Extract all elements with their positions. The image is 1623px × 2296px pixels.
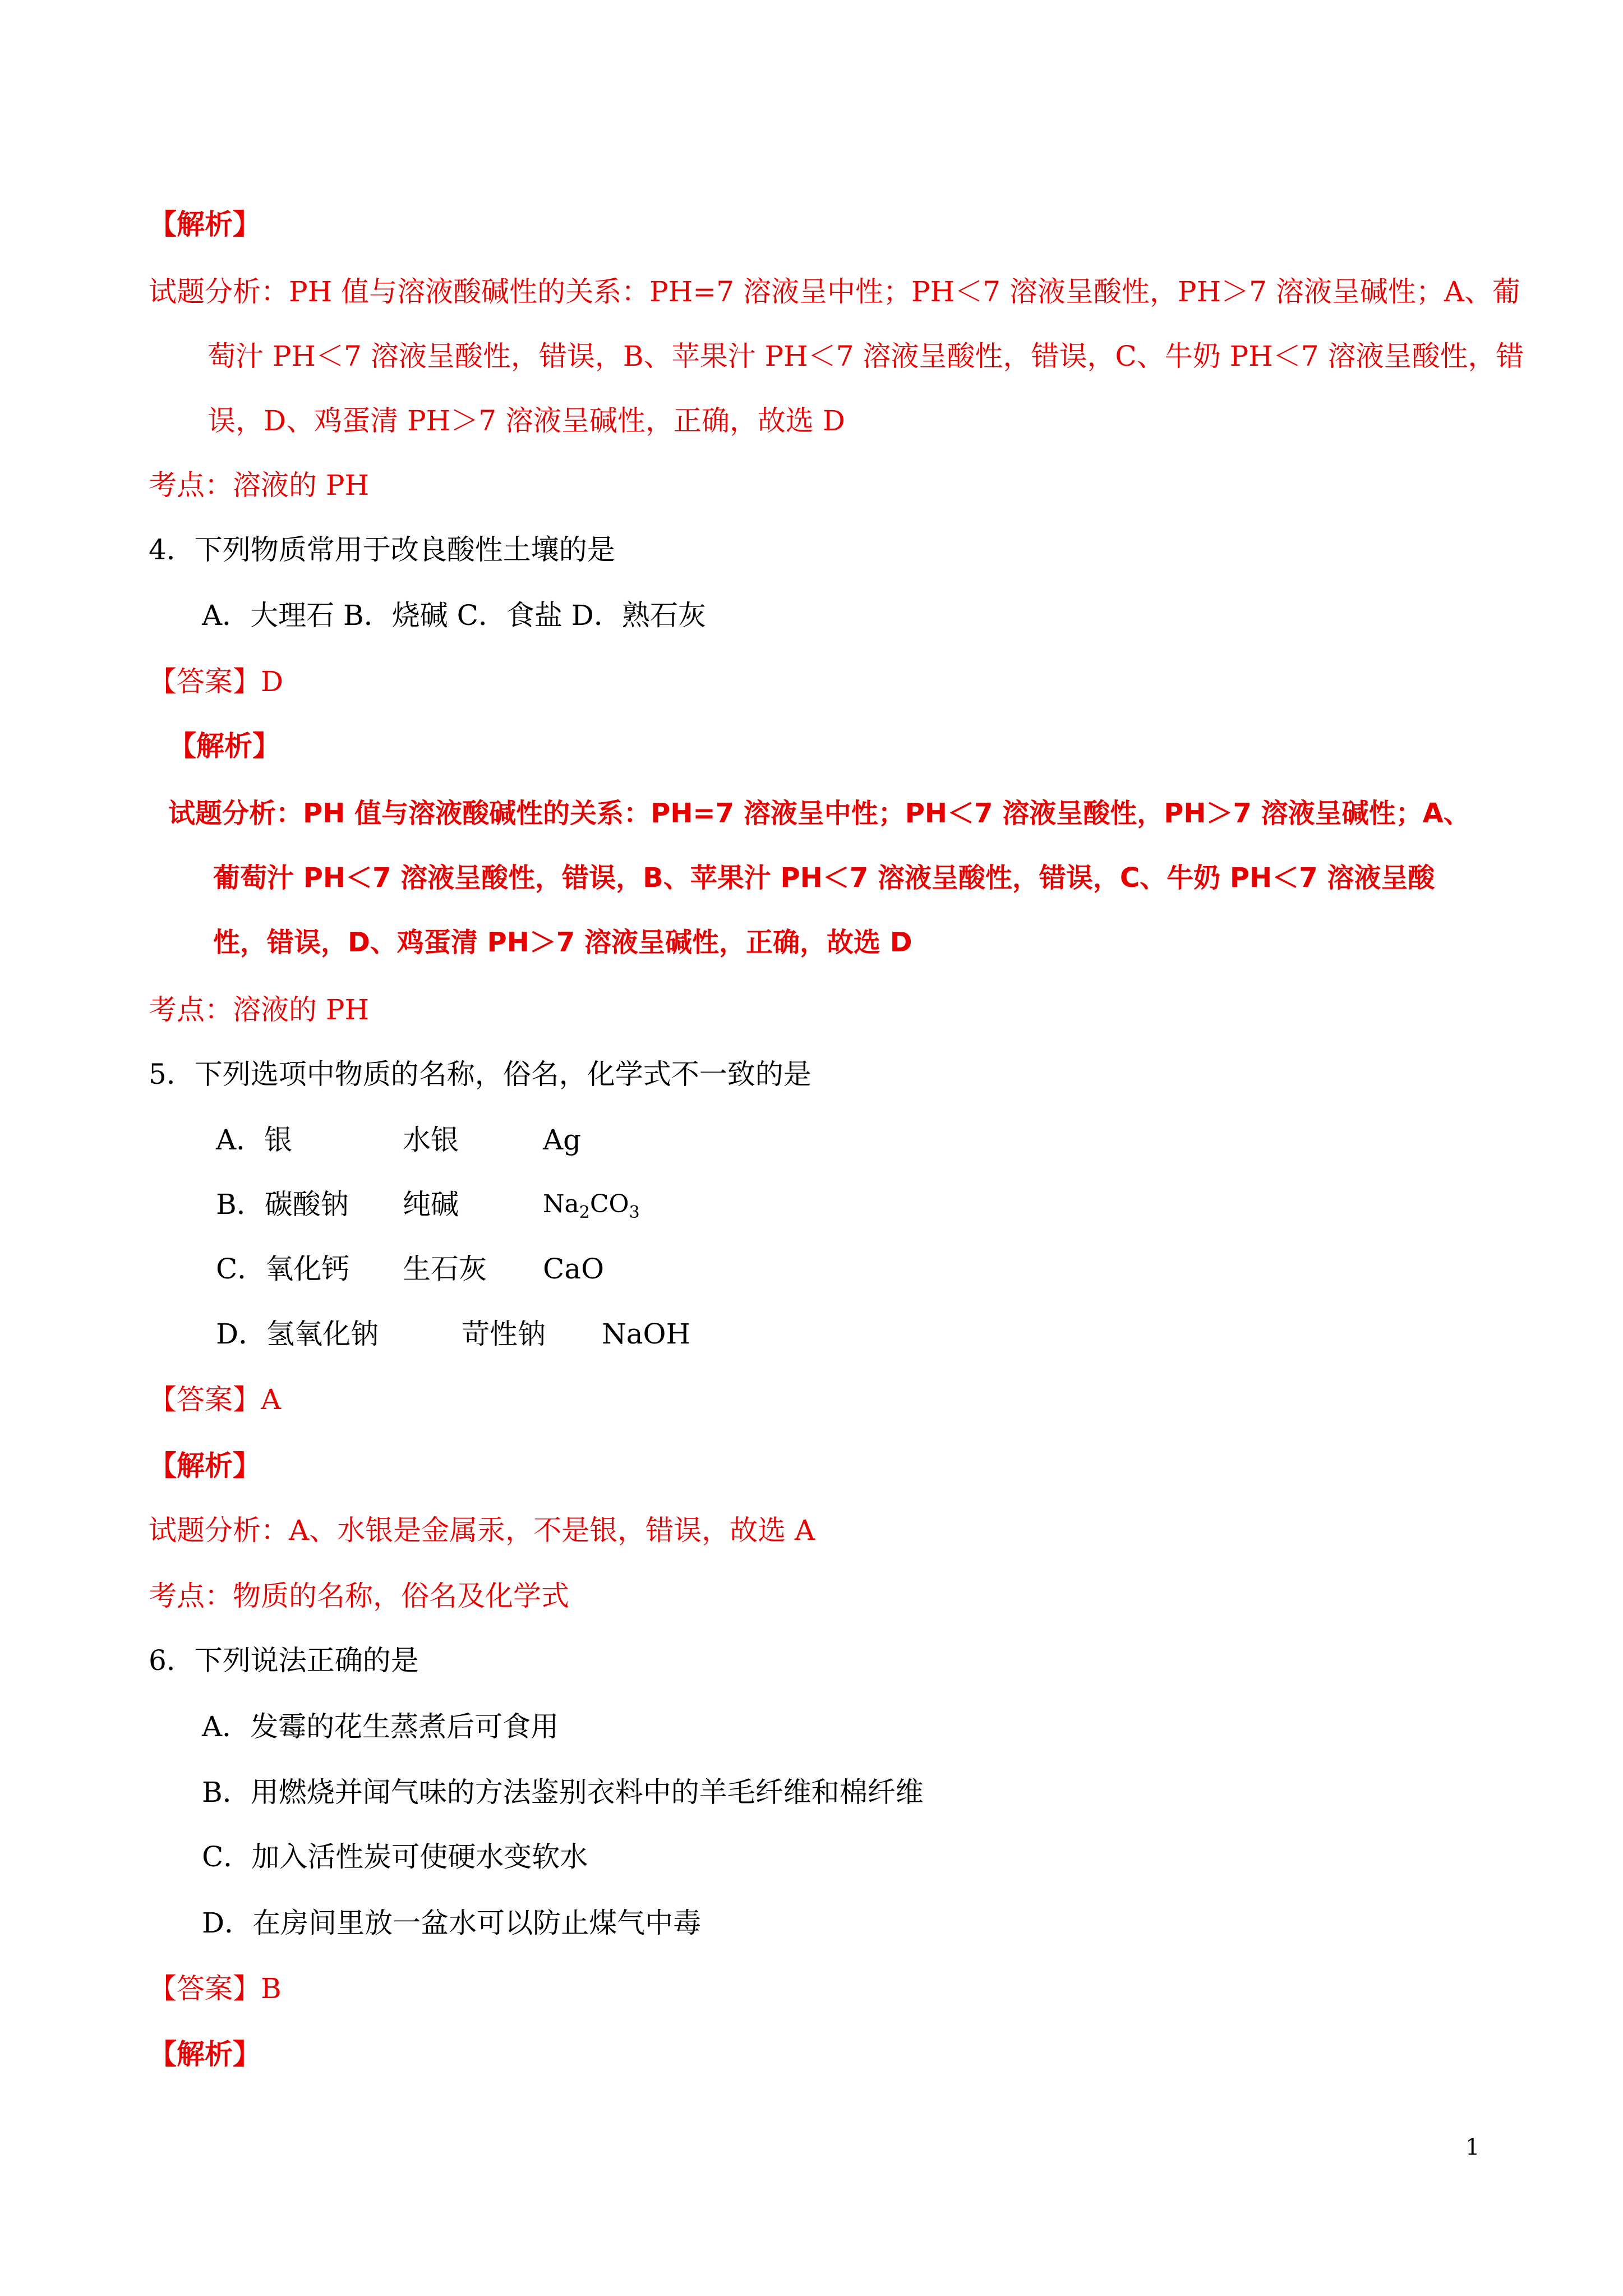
- q5-row-b-formula: [543, 1185, 640, 1232]
- q5-answer: 【答案】A: [149, 1383, 282, 1416]
- q5-analysis: 试题分析：A、水银是金属汞，不是银，错误，故选 A: [149, 1514, 815, 1547]
- q5-row-a-label: A．银: [216, 1124, 293, 1156]
- q5-row-c-common: 生石灰: [403, 1253, 487, 1285]
- q5-row-c-label: C．氧化钙: [216, 1253, 350, 1285]
- formula-part: CO: [589, 1190, 629, 1218]
- q3-kaodian: 考点：溶液的 PH: [149, 469, 370, 501]
- q3-analysis-line-3: 误，D、鸡蛋清 PH＞7 溶液呈碱性，正确，故选 D: [208, 404, 845, 437]
- q5-row-b-label: B．碳酸钠: [216, 1188, 349, 1221]
- q6-option-d: D．在房间里放一盆水可以防止煤气中毒: [202, 1907, 702, 1939]
- q5-question: 5．下列选项中物质的名称，俗名，化学式不一致的是: [149, 1058, 811, 1091]
- q6-option-b: B．用燃烧并闻气味的方法鉴别衣料中的羊毛纤维和棉纤维: [202, 1776, 924, 1809]
- q6-jiexi-label: 【解析】: [149, 2037, 261, 2070]
- formula-subscript: 2: [579, 1202, 590, 1222]
- q5-row-c-formula: CaO: [543, 1253, 605, 1285]
- q5-row-b-common: 纯碱: [403, 1188, 459, 1221]
- formula-part: Na: [543, 1190, 579, 1218]
- q5-jiexi-label: 【解析】: [149, 1449, 261, 1482]
- q4-question: 4．下列物质常用于改良酸性土壤的是: [149, 533, 615, 566]
- q5-row-d-common: 苛性钠: [462, 1318, 546, 1350]
- q3-analysis-line-1: 试题分析：PH 值与溶液酸碱性的关系：PH=7 溶液呈中性；PH＜7 溶液呈酸性，PH＞7 溶液呈碱性；A、葡: [149, 275, 1520, 308]
- q6-question: 6．下列说法正确的是: [149, 1644, 419, 1677]
- q4-kaodian: 考点：溶液的 PH: [149, 993, 370, 1026]
- q4-analysis-line-1: 试题分析：PH 值与溶液酸碱性的关系：PH=7 溶液呈中性；PH＜7 溶液呈酸性，PH＞7 溶液呈碱性；A、: [168, 798, 1470, 829]
- q4-analysis-line-2: 葡萄汁 PH＜7 溶液呈酸性，错误，B、苹果汁 PH＜7 溶液呈酸性，错误，C、牛奶 PH＜7 溶液呈酸: [213, 862, 1435, 894]
- q5-kaodian: 考点：物质的名称，俗名及化学式: [149, 1580, 569, 1612]
- q4-options: A．大理石 B．烧碱 C．食盐 D．熟石灰: [202, 599, 706, 632]
- q4-answer: 【答案】D: [149, 665, 284, 698]
- q5-row-d-label: D．氢氧化钠: [216, 1318, 379, 1350]
- q3-jiexi-label: 【解析】: [149, 208, 261, 241]
- q6-option-c: C．加入活性炭可使硬水变软水: [202, 1841, 588, 1873]
- q5-row-a-formula: Ag: [543, 1124, 582, 1156]
- q3-analysis-line-2: 萄汁 PH＜7 溶液呈酸性，错误，B、苹果汁 PH＜7 溶液呈酸性，错误，C、牛奶 PH＜7 溶液呈酸性，错: [208, 340, 1524, 372]
- q4-jiexi-label: 【解析】: [168, 730, 280, 762]
- q4-analysis-line-3: 性，错误，D、鸡蛋清 PH＞7 溶液呈碱性，正确，故选 D: [213, 927, 912, 958]
- page-number: 1: [1465, 2134, 1480, 2160]
- q5-row-a-common: 水银: [403, 1124, 459, 1156]
- q6-answer: 【答案】B: [149, 1972, 282, 2005]
- formula-subscript: 3: [629, 1202, 640, 1222]
- q6-option-a: A．发霉的花生蒸煮后可食用: [202, 1710, 559, 1743]
- q5-row-d-formula: NaOH: [602, 1318, 691, 1350]
